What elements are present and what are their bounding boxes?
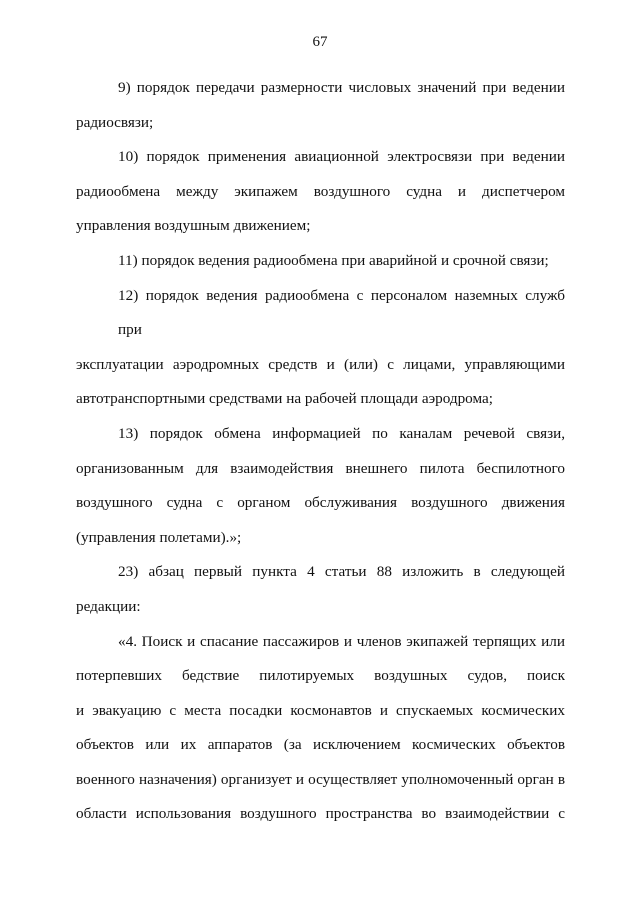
paragraph-item-12 (76, 279, 565, 417)
paragraph-item-11 (76, 244, 565, 279)
text-line: автотранспортными средствами на рабочей площади аэродрома; (76, 390, 493, 408)
text-line: 9) порядок передачи размерности числовых значений при ведении (118, 79, 565, 96)
text-line: (управления полетами).»; (76, 528, 242, 546)
text-line: потерпевших бедствие пилотируемых воздушных судов, поиск (76, 667, 565, 685)
text-line: области использования воздушного пространства во взаимодействии с (76, 805, 565, 823)
page-number: 67 (312, 34, 328, 50)
text-line: управления воздушным движением; (76, 217, 311, 235)
text-line: и эвакуацию с места посадки космонавтов и спускаемых космических (76, 701, 565, 719)
text-line: 13) порядок обмена информацией по каналам речевой связи, (118, 424, 565, 442)
text-line: 23) абзац первый пункта 4 статьи 88 изложить в следующей (118, 563, 565, 581)
text-line: организованным для взаимодействия внешнего пилота беспилотного (76, 459, 565, 477)
text-line: воздушного судна с органом обслуживания воздушного движения (76, 494, 565, 512)
text-line: «4. Поиск и спасание пассажиров и членов экипажей терпящих или (118, 632, 565, 650)
text-line: радиообмена между экипажем воздушного судна и диспетчером (76, 182, 565, 200)
text-line: 12) порядок ведения радиообмена с персоналом наземных служб при (118, 286, 565, 339)
text-line: радиосвязи; (76, 113, 154, 131)
paragraph-item-9 (76, 71, 565, 140)
paragraph-item-13 (76, 417, 565, 555)
text-line: объектов или их аппаратов (за исключением космических объектов (76, 736, 565, 754)
text-line: эксплуатации аэродромных средств и (или) с лицами, управляющими (76, 355, 565, 373)
text-line: военного назначения) организует и осуществляет уполномоченный орган в (76, 770, 565, 788)
text-line: редакции: (76, 597, 141, 615)
paragraph-quote-point-4 (76, 625, 565, 833)
text-line: 11) порядок ведения радиообмена при аварийной и срочной связи; (118, 251, 549, 269)
paragraph-item-10 (76, 140, 565, 244)
text-line: 10) порядок применения авиационной электросвязи при ведении (118, 148, 565, 166)
document-body (76, 71, 565, 832)
paragraph-item-23 (76, 555, 565, 624)
